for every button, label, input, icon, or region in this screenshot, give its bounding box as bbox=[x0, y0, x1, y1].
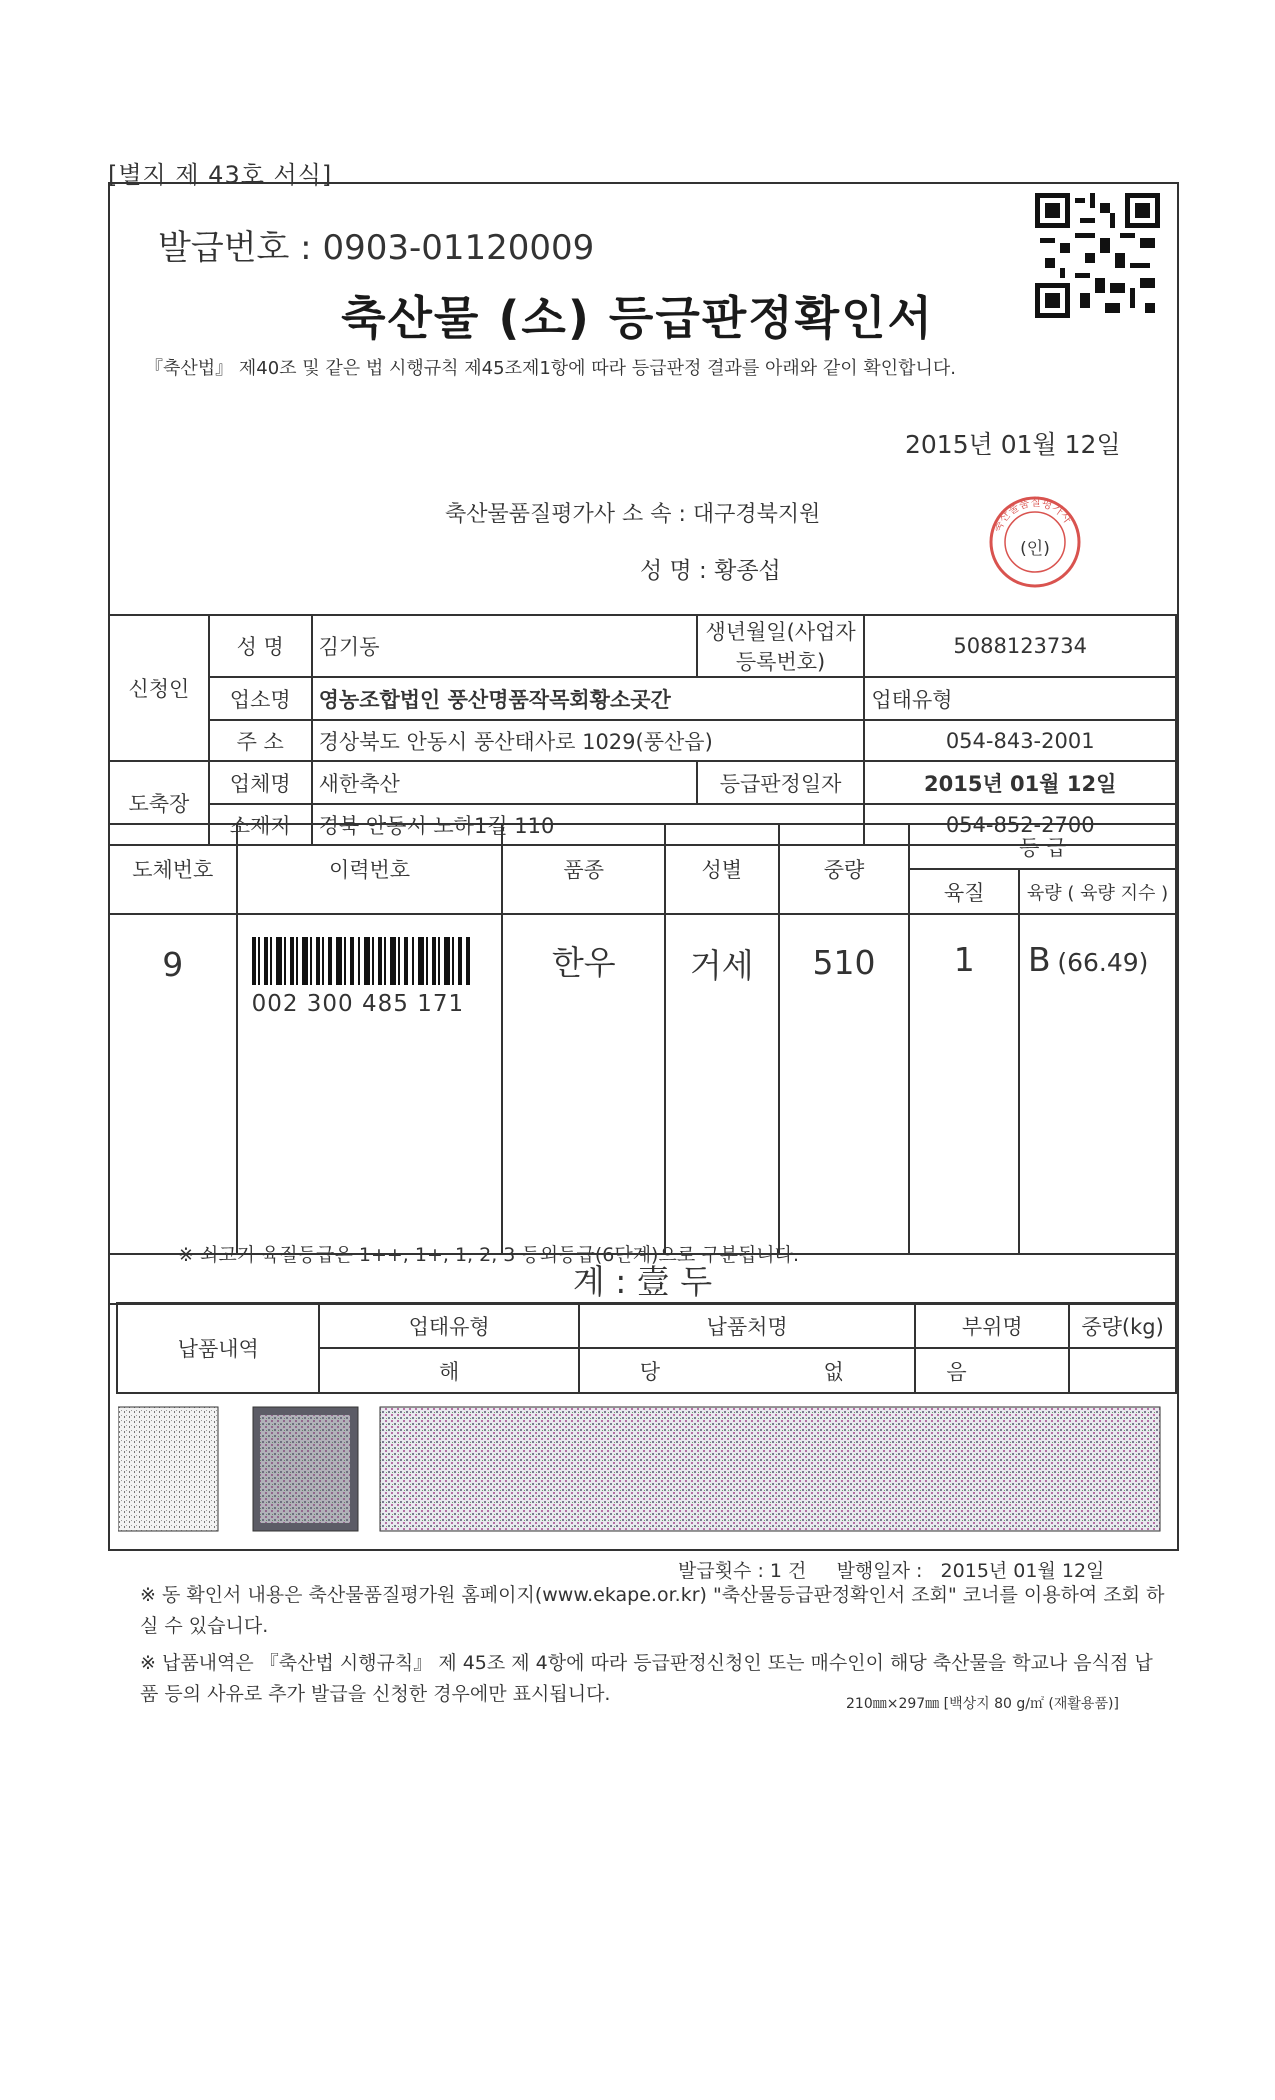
applicant-table bbox=[108, 614, 1177, 846]
delivery-value-4: 음 bbox=[915, 1348, 1069, 1393]
delivery-weight-header: 중량(kg) bbox=[1069, 1303, 1176, 1348]
meat-quality-value: 1 bbox=[909, 914, 1019, 1254]
meat-yield-header: 육량 ( 육량 지수 ) bbox=[1019, 869, 1176, 914]
grade-table bbox=[108, 823, 1177, 1305]
applicant-group-label: 신청인 bbox=[109, 615, 209, 761]
location-label: 소재지 bbox=[209, 804, 312, 845]
grade-date-label: 등급판정일자 bbox=[697, 761, 865, 804]
applicant-phone: 054-843-2001 bbox=[864, 720, 1176, 761]
trace-no-header: 이력번호 bbox=[237, 824, 503, 914]
delivery-value-1: 해 bbox=[319, 1348, 578, 1393]
birth-value: 5088123734 bbox=[864, 615, 1176, 677]
svg-text:(인): (인) bbox=[1020, 539, 1050, 559]
delivery-value-2-cell bbox=[579, 1348, 916, 1393]
biz-name-label: 업소명 bbox=[209, 677, 312, 720]
company-label: 업체명 bbox=[209, 761, 312, 804]
biz-type-label: 업태유형 bbox=[871, 687, 953, 712]
delivery-value-3: 없 bbox=[823, 1359, 844, 1384]
paper-spec: 210㎜×297㎜ [백상지 80 g/㎡ (재활용품)] bbox=[846, 1696, 1119, 1712]
issue-number: 발급번호 : 0903-01120009 bbox=[158, 228, 595, 268]
biz-name: 영농조합법인 풍산명품작목회황소곳간 bbox=[312, 677, 865, 720]
intro-text: 『축산법』 제40조 및 같은 법 시행규칙 제45조제1항에 따라 등급판정 결과를 아래와 같이 확인합니다. bbox=[145, 358, 956, 379]
yield-index: (66.49) bbox=[1057, 948, 1149, 977]
biz-type-cell bbox=[864, 677, 1176, 720]
delivery-recipient-header: 납품처명 bbox=[579, 1303, 916, 1348]
total-heads: 계 : 壹 두 bbox=[109, 1254, 1176, 1304]
sex-header: 성별 bbox=[665, 824, 779, 914]
sex-value: 거세 bbox=[665, 914, 779, 1254]
carcass-no-header: 도체번호 bbox=[109, 824, 237, 914]
slaughterhouse-group-label: 도축장 bbox=[109, 761, 209, 845]
note-1: ※ 동 확인서 내용은 축산물품질평가원 홈페이지(www.ekape.or.kr) "축산물등급판정확인서 조회" 코너를 이용하여 조회 하실 수 있습니다. bbox=[140, 1584, 1165, 1637]
form-label: [별지 제 43호 서식] bbox=[108, 161, 333, 189]
note-2: ※ 납품내역은 『축산법 시행규칙』 제 45조 제 4항에 따라 등급판정신청인 또는 매수인이 해당 축산물을 학교나 음식점 납품 등의 사유로 추가 발급을 신청한 경우에만 표시됩니다. bbox=[140, 1652, 1153, 1705]
delivery-table bbox=[116, 1302, 1177, 1394]
trace-no-cell bbox=[237, 914, 503, 1254]
document-title: 축산물 (소) 등급판정확인서 bbox=[341, 291, 934, 345]
svg-text:축산물품질평가사: 축산물품질평가사 bbox=[990, 495, 1075, 535]
delivery-label: 납품내역 bbox=[117, 1303, 319, 1393]
company-name: 새한축산 bbox=[312, 761, 697, 804]
address: 경상북도 안동시 풍산태사로 1029(풍산읍) bbox=[312, 720, 865, 761]
yield-grade: B bbox=[1028, 940, 1051, 979]
applicant-name: 김기동 bbox=[312, 615, 697, 677]
applicant-name-label: 성 명 bbox=[209, 615, 312, 677]
grade-footnote: ※ 쇠고기 육질등급은 1++, 1+, 1, 2, 3 등외등급(6단계)으로 구분됩니다. bbox=[178, 1244, 800, 1266]
address-label: 주 소 bbox=[209, 720, 312, 761]
trace-number: 002 300 485 171 bbox=[251, 991, 465, 1017]
weight-value: 510 bbox=[779, 914, 910, 1254]
delivery-part-header: 부위명 bbox=[915, 1303, 1069, 1348]
meat-yield-cell bbox=[1019, 914, 1176, 1254]
slaughterhouse-phone: 054-852-2700 bbox=[864, 804, 1176, 845]
evaluator-name: 성 명 : 황종섭 bbox=[640, 558, 781, 584]
delivery-value-2: 당 bbox=[639, 1359, 661, 1384]
meat-quality-header: 육질 bbox=[909, 869, 1019, 914]
delivery-value-5 bbox=[1069, 1348, 1176, 1393]
birth-label: 생년월일(사업자등록번호) bbox=[697, 615, 865, 677]
location: 경북 안동시 노하1길 110 bbox=[312, 804, 865, 845]
issue-info: 발급횟수 : 1 건 발행일자 : 2015년 01월 12일 bbox=[678, 1560, 1105, 1582]
delivery-biz-type-header: 업태유형 bbox=[319, 1303, 578, 1348]
breed-value: 한우 bbox=[502, 914, 664, 1254]
weight-header: 중량 bbox=[779, 824, 910, 914]
breed-header: 품종 bbox=[502, 824, 664, 914]
certificate-date: 2015년 01월 12일 bbox=[905, 430, 1121, 459]
security-pattern-icon bbox=[118, 1405, 1166, 1535]
carcass-no: 9 bbox=[109, 914, 237, 1254]
grade-date: 2015년 01월 12일 bbox=[864, 761, 1176, 804]
barcode-icon bbox=[252, 937, 472, 985]
evaluator-affiliation: 축산물품질평가사 소 속 : 대구경북지원 bbox=[445, 502, 821, 527]
notes bbox=[140, 1580, 1170, 1710]
grade-header: 등 급 bbox=[909, 824, 1176, 869]
official-seal-icon bbox=[985, 492, 1085, 592]
